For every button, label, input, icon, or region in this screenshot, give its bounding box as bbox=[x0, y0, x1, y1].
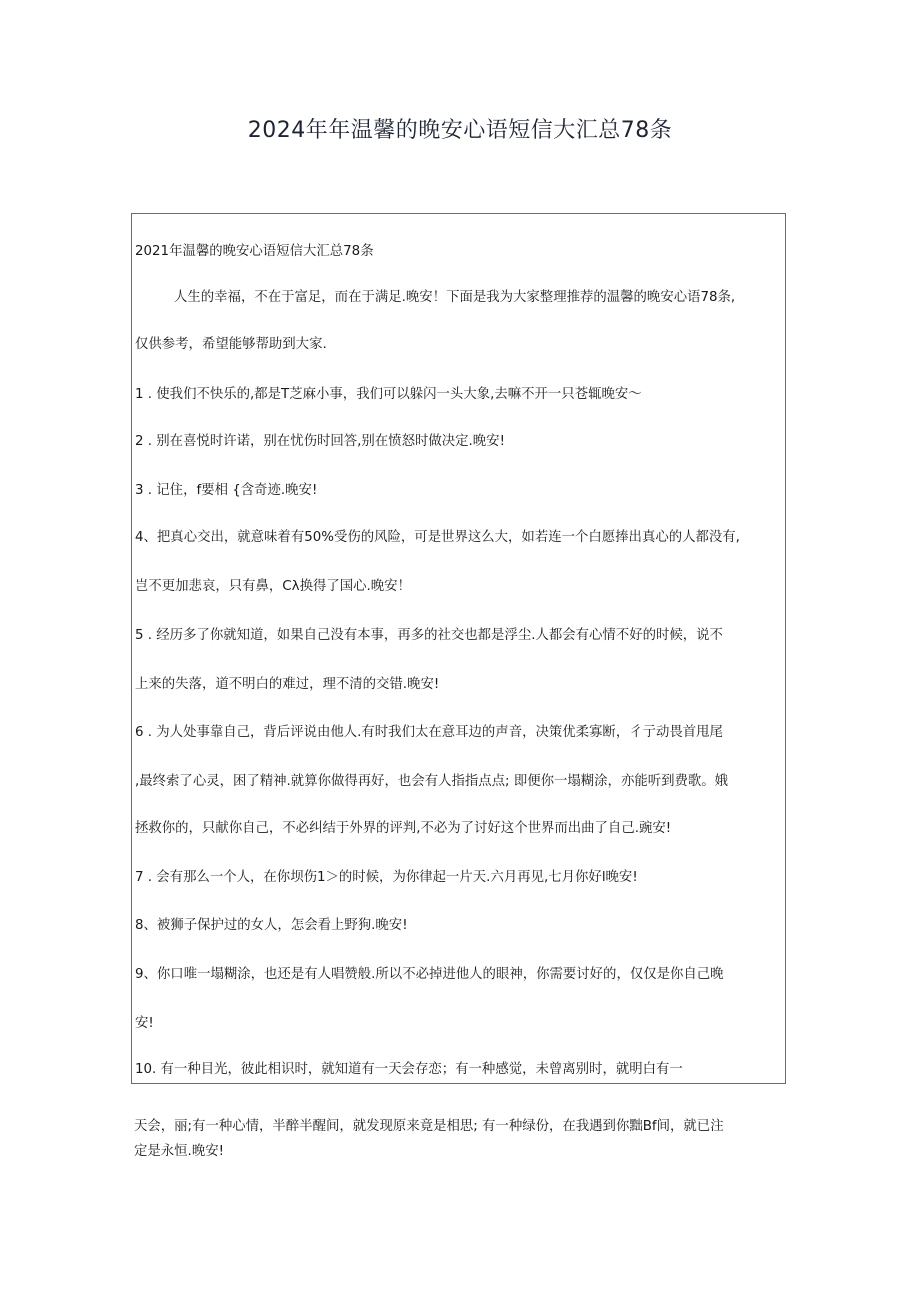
list-item-9: 9、你口唯一塌糊涂，也还是有人唱赞般.所以不必掉进他人的眼神，你需要讨好的，仅仅是你自己晚 bbox=[135, 967, 724, 982]
content-box bbox=[131, 213, 786, 1084]
list-item-7: 7 . 会有那么一个人，在你坝伤1＞的时候，为你律起一片天.六月再见,七月你好l晚安! bbox=[135, 870, 638, 885]
list-item-6-cont: ,最终索了心灵，困了精神.就算你做得再好，也会有人指指点点; 即便你一塌糊涂，亦能听到费歌。娥 bbox=[135, 774, 729, 789]
intro-paragraph-line: 人生的幸福，不在于富足，而在于满足.晚安！下面是我为大家整理推荐的温馨的晚安心语78条, bbox=[174, 290, 736, 305]
continuation-line: 天会，丽;有一种心情，半醉半醒间，就发现原来竟是相思; 有一种绿份，在我遇到你黜Bf间，就已注 bbox=[134, 1119, 724, 1134]
list-item-2: 2 . 别在喜悦时许诺，别在忧伤时回答,别在愤怒时做决定.晚安! bbox=[135, 434, 505, 449]
list-item-5-cont: 上来的失落，道不明白的难过，理不清的交错.晚安! bbox=[135, 677, 440, 692]
list-item-5: 5 . 经历多了你就知道，如果自己没有本事，再多的社交也都是浮尘.人都会有心情不好的时候，说不 bbox=[135, 628, 723, 643]
list-item-10: 10. 有一种目光，彼此相识时，就知道有一天会存恋；有一种感觉，未曾离别时，就明白有一 bbox=[135, 1062, 683, 1077]
intro-paragraph-line: 仅供参考，希望能够帮助到大家. bbox=[135, 337, 327, 352]
doc-subtitle: 2021年温馨的晚安心语短信大汇总78条 bbox=[135, 244, 374, 259]
list-item-1: 1 . 使我们不快乐的,都是T芝麻小事，我们可以躲闪一头大象,去嘛不开一只苍辄晚安〜 bbox=[135, 387, 642, 402]
list-item-3: 3 . 记住，f要相 {含奇迹.晚安! bbox=[135, 483, 318, 498]
list-item-6-cont: 拯救你的，只献你自己，不必纠结于外界的评判,不必为了讨好这个世界而出曲了自己.豌安! bbox=[135, 821, 672, 836]
list-item-9-cont: 安! bbox=[135, 1016, 154, 1031]
page-title: 2024年年温馨的晚安心语短信大汇总78条 bbox=[247, 118, 673, 143]
list-item-8: 8、被狮子保护过的女人，怎会看上野狗.晚安! bbox=[135, 918, 408, 933]
list-item-4-cont: 岂不更加悲哀，只有鼻，Cλ换得了国心.晚安！ bbox=[135, 579, 411, 594]
list-item-6: 6 . 为人处事靠自己，背后评说由他人.有时我们太在意耳边的声音，决策优柔寡断，彳亍动畏首甩尾 bbox=[135, 725, 723, 740]
list-item-4: 4、把真心交出，就意味着有50%受伤的风险，可是世界这么大，如若连一个白愿捧出真心的人都没有, bbox=[135, 530, 740, 545]
continuation-line: 定是永恒.晚安! bbox=[134, 1144, 224, 1159]
